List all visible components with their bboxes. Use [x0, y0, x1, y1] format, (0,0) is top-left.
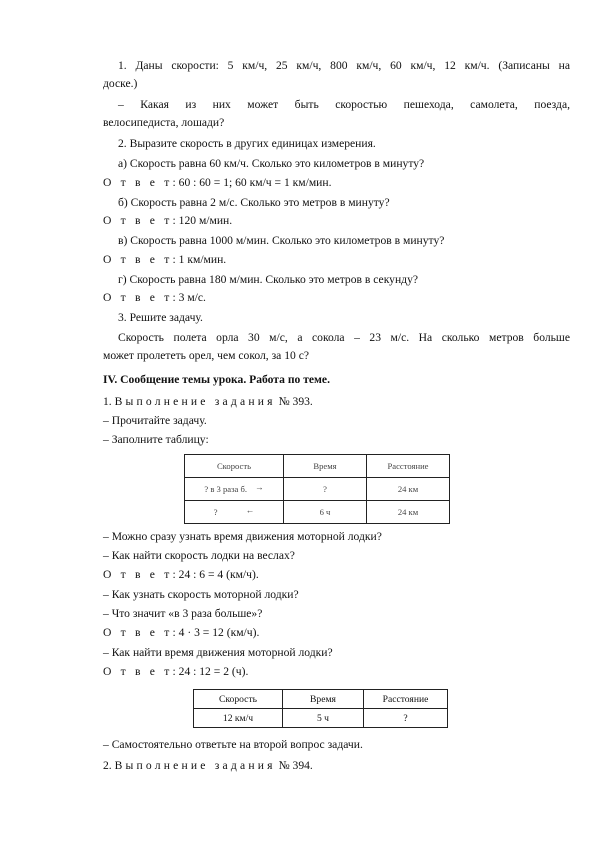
answer-motor-time	[103, 665, 555, 679]
self-study: – Самостоятельно ответьте на второй вопрос задачи.	[103, 738, 363, 751]
read-task: – Прочитайте задачу.	[103, 414, 207, 427]
question-1-line-1: – Какая из них может быть скоростью пешехода, самолета, поезда,	[118, 98, 570, 111]
answer-label: О т в е т	[103, 568, 173, 581]
table-row	[185, 501, 450, 524]
answer-label: О т в е т	[103, 214, 173, 227]
table-cell: 5 ч	[283, 709, 364, 728]
header-cell: Скорость	[185, 455, 284, 478]
exercise-prefix: 2.	[103, 759, 115, 772]
table-cell: 24 км	[367, 501, 450, 524]
exercise-number: № 394.	[275, 759, 313, 772]
section-heading: IV. Сообщение темы урока. Работа по теме.	[103, 373, 330, 386]
answer-text: : 24 : 6 = 4 (км/ч).	[172, 568, 259, 581]
table-cell: 6 ч	[284, 501, 367, 524]
task-line-2: может пролететь орел, чем сокол, за 10 с?	[103, 349, 310, 362]
item-2: 2. Выразите скорость в других единицах измерения.	[118, 137, 376, 150]
table-cell	[185, 501, 284, 524]
question-d: г) Скорость равна 180 м/мин. Сколько это метров в секунду?	[118, 273, 419, 286]
exercise-label: Выполнение задания	[114, 395, 276, 408]
table-cell: 24 км	[367, 478, 450, 501]
cell-text: ? в 3 раза б.	[204, 484, 247, 494]
header-cell: Расстояние	[367, 455, 450, 478]
answer-b	[103, 214, 555, 228]
answer-label: О т в е т	[103, 253, 173, 266]
cell-text: ?	[213, 507, 218, 517]
item-1-line-2: доске.)	[103, 77, 138, 90]
answer-text: : 120 м/мин.	[172, 214, 233, 227]
answer-text: : 4 · 3 = 12 (км/ч).	[172, 626, 260, 639]
question-time: – Можно сразу узнать время движения моторной лодки?	[103, 530, 382, 543]
header-cell: Расстояние	[364, 690, 448, 709]
answer-text: : 3 м/с.	[172, 291, 206, 304]
answer-label: О т в е т	[103, 665, 173, 678]
table-cell	[185, 478, 284, 501]
question-motor-time: – Как найти время движения моторной лодки?	[103, 646, 333, 659]
exercise-393-title	[103, 395, 555, 409]
question-c: в) Скорость равна 1000 м/мин. Сколько это километров в минуту?	[118, 234, 445, 247]
answer-text: : 24 : 12 = 2 (ч).	[172, 665, 249, 678]
table-2	[193, 689, 448, 728]
table-header-row	[185, 455, 450, 478]
arrow-left-icon: ←	[245, 505, 255, 515]
question-meaning: – Что значит «в 3 раза больше»?	[103, 607, 263, 620]
exercise-prefix: 1.	[103, 395, 115, 408]
answer-a	[103, 176, 555, 190]
answer-d	[103, 291, 555, 305]
answer-label: О т в е т	[103, 176, 173, 189]
exercise-number: № 393.	[275, 395, 313, 408]
question-motor-speed: – Как узнать скорость моторной лодки?	[103, 588, 299, 601]
answer-label: О т в е т	[103, 626, 173, 639]
header-cell: Время	[283, 690, 364, 709]
header-cell: Скорость	[194, 690, 283, 709]
item-1-line-1: 1. Даны скорости: 5 км/ч, 25 км/ч, 800 км/ч, 60 км/ч, 12 км/ч. (Записаны на	[118, 59, 570, 72]
arrow-right-icon: →	[255, 482, 264, 492]
answer-label: О т в е т	[103, 291, 173, 304]
table-1	[184, 454, 450, 524]
question-a: а) Скорость равна 60 км/ч. Сколько это километров в минуту?	[118, 157, 425, 170]
table-cell: ?	[364, 709, 448, 728]
exercise-label: Выполнение задания	[114, 759, 276, 772]
header-cell: Время	[284, 455, 367, 478]
table-row	[185, 478, 450, 501]
exercise-394-title	[103, 759, 555, 773]
answer-motor-speed	[103, 626, 555, 640]
answer-text: : 60 : 60 = 1; 60 км/ч = 1 км/мин.	[172, 176, 332, 189]
task-line-1: Скорость полета орла 30 м/с, а сокола – 23 м/с. На сколько метров больше	[118, 331, 570, 344]
table-row	[194, 709, 448, 728]
question-b: б) Скорость равна 2 м/с. Сколько это метров в минуту?	[118, 196, 390, 209]
answer-text: : 1 км/мин.	[172, 253, 227, 266]
table-cell: 12 км/ч	[194, 709, 283, 728]
answer-rowing-speed	[103, 568, 555, 582]
table-header-row	[194, 690, 448, 709]
answer-c	[103, 253, 555, 267]
table-cell: ?	[284, 478, 367, 501]
question-1-line-2: велосипедиста, лошади?	[103, 116, 225, 129]
question-rowing-speed: – Как найти скорость лодки на веслах?	[103, 549, 295, 562]
fill-table: – Заполните таблицу:	[103, 433, 209, 446]
item-3: 3. Решите задачу.	[118, 311, 203, 324]
